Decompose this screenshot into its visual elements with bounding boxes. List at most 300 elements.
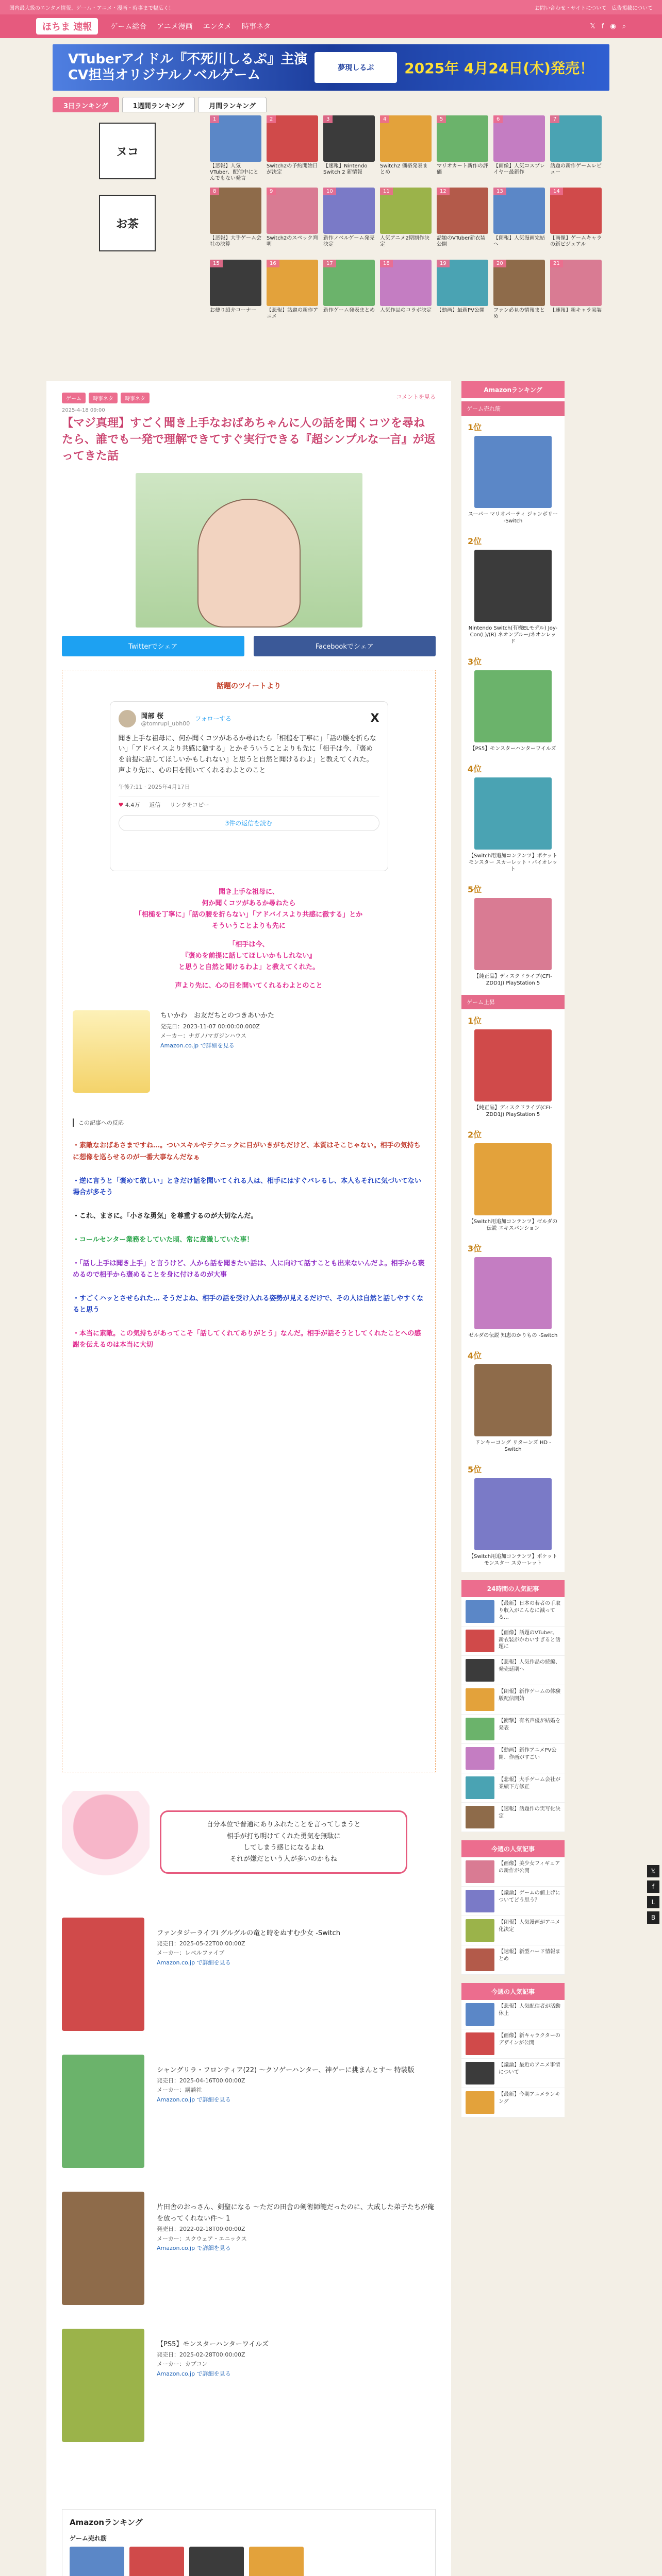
tweet-body: 聞き上手な祖母に、何か聞くコツがあるか尋ねたら「相槌を丁寧に」「話の腰を折らない」「アドバイスより共感に徹する」とかそういうことよりも先に「相手は今、『褒めを前提に話してほしいかもしれない』と思うと自然と聞けるわよ」と教えてくれた。声より先に、心の目を開いてくれるわよとのこと xyxy=(118,734,377,775)
sidebar-thumbnail[interactable] xyxy=(474,670,552,742)
rss-icon[interactable]: ◉ xyxy=(610,22,616,30)
tab-month[interactable]: 月間ランキング xyxy=(198,97,267,112)
amazon-item[interactable] xyxy=(249,2547,304,2576)
topbar-links[interactable]: お問い合わせ・サイトについて 広告掲載について xyxy=(535,5,653,11)
news-thumbnail[interactable] xyxy=(466,1659,494,1682)
sidebar-subheading: ゲーム上昇 xyxy=(461,995,565,1009)
ranking-caption[interactable]: Switch2のスペック判明 xyxy=(267,235,318,247)
ranking-number: 10 xyxy=(323,188,336,195)
sidebar-rank-item[interactable] xyxy=(461,1123,565,1237)
sidebar-thumbnail[interactable] xyxy=(474,436,552,508)
news-title[interactable]: 【議論】ゲームの値上げについてどう思う？ xyxy=(499,1890,560,1903)
news-thumbnail[interactable] xyxy=(466,1919,494,1942)
news-item[interactable] xyxy=(461,1685,565,1715)
ranking-item[interactable] xyxy=(210,188,261,255)
ranking-number: 8 xyxy=(210,188,219,195)
summary-line: 聞き上手な祖母に、 xyxy=(218,888,279,896)
sidebar-rank: 4位 xyxy=(468,1351,482,1361)
product-image[interactable] xyxy=(62,2055,144,2168)
sidebar-rank: 1位 xyxy=(468,422,482,432)
news-title[interactable]: 【議論】最近のアニメ事情について xyxy=(499,2062,560,2075)
news-item[interactable] xyxy=(461,2059,565,2088)
tweet-actions xyxy=(119,796,379,809)
news-title[interactable]: 【動画】新作アニメPV公開、作画がすごい xyxy=(499,1748,557,1760)
nav-game[interactable]: ゲーム総合 xyxy=(110,23,147,31)
ranking-item[interactable] xyxy=(380,188,432,255)
ranking-number: 11 xyxy=(380,188,393,195)
copy-link-button[interactable]: リンクをコピー xyxy=(170,801,209,808)
ranking-item[interactable] xyxy=(493,188,545,255)
banner-date: 2025年 4月24日(木)発売！ xyxy=(404,60,594,77)
summary-line: と思うと自然と聞けるわよ」と教えてくれた。 xyxy=(178,963,319,972)
ranking-caption[interactable]: ファン必見の情報まとめ xyxy=(493,308,545,319)
product-name[interactable]: シャングリラ・フロンティア(22) ～クソゲーハンター、神ゲーに挑まんとす～ 特装版 xyxy=(157,2066,415,2074)
news-item[interactable] xyxy=(461,1857,565,1887)
related-product xyxy=(62,2329,436,2442)
ranking-item[interactable] xyxy=(267,260,318,327)
news-title[interactable]: 【朗報】新作ゲームの体験版配信開始 xyxy=(499,1689,560,1702)
news-thumbnail[interactable] xyxy=(466,1948,494,1971)
ranking-caption[interactable]: お便り紹介コーナー xyxy=(210,308,256,313)
sidebar-rank-item[interactable] xyxy=(461,1344,565,1458)
amazon-thumbnail[interactable] xyxy=(129,2547,184,2576)
product-image[interactable] xyxy=(62,2329,144,2442)
news-title[interactable]: 【悲報】人気配信者が活動休止 xyxy=(499,2004,560,2016)
ranking-item[interactable] xyxy=(550,115,602,182)
reaction-item: ・本当に素敵。この気持ちがあってこそ「話してくれてありがとう」なんだ。相手が話そうとしてくれたことへの感謝を伝えるのは本当に大切 xyxy=(73,1330,421,1349)
ranking-caption[interactable]: 新作ゲーム発表まとめ xyxy=(323,308,375,313)
sidebar-thumbnail[interactable] xyxy=(474,1143,552,1215)
nav-jiji[interactable]: 時事ネタ xyxy=(242,23,271,31)
ranking-number: 4 xyxy=(380,115,389,123)
amazon-item[interactable] xyxy=(129,2547,184,2576)
ranking-item[interactable] xyxy=(493,115,545,182)
summary-line: 「相手は今、 xyxy=(228,941,269,949)
related-products xyxy=(62,1918,436,2442)
amazon-category: ゲーム売れ筋 xyxy=(70,2534,107,2542)
ranking-number: 2 xyxy=(267,115,276,123)
nav-entame[interactable]: エンタメ xyxy=(203,23,232,31)
sidebar-thumbnail[interactable] xyxy=(474,777,552,850)
topbar-left: 国内最大級のエンタメ情報、ゲーム・アニメ・漫画・時事まで幅広く！ xyxy=(9,5,174,11)
ranking-grid xyxy=(210,115,602,327)
eyecatch-image xyxy=(136,473,362,628)
product-link[interactable]: Amazon.co.jp で詳細を見る xyxy=(157,2245,231,2252)
sidebar-rank: 5位 xyxy=(468,885,482,894)
follow-button[interactable]: フォローする xyxy=(195,715,232,723)
sidebar-thumbnail[interactable] xyxy=(474,1257,552,1329)
product-maker: メーカー：講談社 xyxy=(157,2087,202,2094)
sidebar-item-name[interactable]: スーパー マリオパーティ ジャンボリー -Switch xyxy=(468,512,558,524)
sidebar-thumbnail[interactable] xyxy=(474,898,552,970)
read-replies-button[interactable]: 3件の返信を読む xyxy=(119,815,379,831)
reaction-item: ・逆に言うと「褒めて欲しい」ときだけ話を聞いてくれる人は、相手にはすぐバレるし、本人もそれに気づいてない場合が多そう xyxy=(73,1177,422,1196)
ranking-item[interactable] xyxy=(210,115,261,182)
ranking-number: 15 xyxy=(210,260,223,267)
news-list xyxy=(461,1597,565,1832)
related-product xyxy=(62,2192,436,2305)
ranking-item[interactable] xyxy=(380,260,432,327)
news-item[interactable] xyxy=(461,2088,565,2117)
product-info xyxy=(157,2055,415,2168)
ranking-caption[interactable]: マリオカート新作の評価 xyxy=(437,163,488,175)
ranking-caption[interactable]: 人気アニメ2期制作決定 xyxy=(380,235,429,247)
promo-banner[interactable] xyxy=(53,44,609,91)
sidebar-rank-item[interactable] xyxy=(461,878,565,992)
news-thumbnail[interactable] xyxy=(466,1806,494,1828)
tweet-author[interactable]: 岡部 桜 xyxy=(141,712,164,720)
product-name[interactable]: 【PS5】モンスターハンターワイルズ xyxy=(157,2340,269,2348)
reaction-item: ・すごくハッとさせられた… そうだよね、相手の話を受け入れる姿勢が見えるだけで、その人は自然と話しやすくなると思う xyxy=(73,1295,424,1314)
sidebar-thumbnail[interactable] xyxy=(474,1364,552,1436)
news-title[interactable]: 【悲報】人気作品の続編、発売延期へ xyxy=(499,1659,560,1672)
product-image[interactable] xyxy=(62,2192,144,2305)
news-item[interactable] xyxy=(461,1597,565,1626)
share-twitter-button[interactable]: Twitterでシェア xyxy=(62,636,244,656)
mascot-character xyxy=(62,1791,150,1894)
tweet-time[interactable]: 午後7:11 · 2025年4月17日 xyxy=(118,783,190,790)
news-item[interactable] xyxy=(461,1773,565,1803)
ranking-caption[interactable]: 【悲報】人気VTuber、配信中にとんでもない発言 xyxy=(210,163,259,181)
search-icon[interactable]: ⌕ xyxy=(622,22,626,30)
product-info xyxy=(157,2192,436,2305)
news-title[interactable]: 【最新】今期アニメランキング xyxy=(499,2092,560,2105)
sidebar-amazon xyxy=(461,381,565,1572)
sidebar xyxy=(461,381,565,2126)
ranking-item[interactable] xyxy=(210,260,261,327)
post-date: 2025-4-18 09:00 xyxy=(62,408,105,413)
product-date: 発売日：2025-04-16T00:00:00Z xyxy=(157,2077,245,2084)
related-product xyxy=(62,2055,436,2168)
summary-line: 『褒めを前提に話してほしいかもしれない』 xyxy=(181,952,316,960)
news-item[interactable] xyxy=(461,1715,565,1744)
news-title[interactable]: 【朗報】人気漫画がアニメ化決定 xyxy=(499,1920,560,1933)
sidebar-popular-month xyxy=(461,1983,565,2117)
product-link[interactable]: Amazon.co.jp で詳細を見る xyxy=(157,2370,231,2378)
avatar[interactable] xyxy=(119,710,136,727)
sidebar-popular-24h xyxy=(461,1580,565,1832)
line-icon[interactable]: L xyxy=(647,1896,659,1908)
amazon-thumbnail[interactable] xyxy=(70,2547,124,2576)
sidebar-thumbnail[interactable] xyxy=(474,1478,552,1550)
product-image[interactable] xyxy=(62,1918,144,2031)
sidebar-rank: 4位 xyxy=(468,764,482,774)
ranking-item[interactable] xyxy=(437,188,488,255)
news-thumbnail[interactable] xyxy=(466,1860,494,1883)
sidebar-rank-item[interactable] xyxy=(461,1458,565,1572)
ranking-number: 3 xyxy=(323,115,333,123)
product-date: 発売日：2025-02-28T00:00:00Z xyxy=(157,2351,245,2358)
banner-logo: 夢現しるぷ xyxy=(315,52,397,83)
summary-line: 「相槌を丁寧に」「話の腰を折らない」「アドバイスより共感に徹する」とか xyxy=(135,910,363,919)
ranking-caption[interactable]: 【悲報】話題の新作アニメ xyxy=(267,308,318,319)
share-buttons xyxy=(62,636,436,656)
reactions-heading: この記事への反応 xyxy=(73,1118,425,1127)
article-body xyxy=(62,670,436,1772)
top-info-bar xyxy=(0,0,662,14)
amazon-thumbnail[interactable] xyxy=(249,2547,304,2576)
product-link[interactable]: Amazon.co.jp で詳細を見る xyxy=(157,1959,231,1967)
news-item[interactable] xyxy=(461,2029,565,2059)
sidebar-rank-item[interactable] xyxy=(461,1009,565,1123)
sidebar-subheading: ゲーム売れ筋 xyxy=(461,401,565,416)
product-maker: メーカー：スクウェア・エニックス xyxy=(157,2235,247,2242)
product-maker: メーカー：ナガノ/マガジンハウス xyxy=(160,1032,246,1040)
sidebar-heading: 24時間の人気記事 xyxy=(461,1580,565,1597)
site-logo[interactable]: ほちま 速報 xyxy=(36,18,98,35)
news-title[interactable]: 【画像】新キャラクターのデザインが公開 xyxy=(499,2033,560,2046)
sidebar-thumbnail[interactable] xyxy=(474,550,552,622)
news-title[interactable]: 【速報】話題作の実写化決定 xyxy=(499,1806,560,1819)
ranking-caption[interactable]: 人気作品のコラボ決定 xyxy=(380,308,432,313)
reply-button[interactable]: 返信 xyxy=(149,801,161,808)
share-facebook-button[interactable]: Facebookでシェア xyxy=(254,636,436,656)
like-count: 4.4万 xyxy=(125,801,140,808)
ranking-number: 13 xyxy=(493,188,506,195)
news-item[interactable] xyxy=(461,1803,565,1832)
ranking-section xyxy=(53,97,609,339)
ranking-caption[interactable]: 【速報】新キャラ実装 xyxy=(550,308,602,313)
reaction-item: ・「話し上手は聞き上手」と言うけど、人から話を聞きたい話は、人に向けて話すことも出来ないんだよ。相手から褒めるので相手から褒めることを身に付けるのが大事 xyxy=(73,1259,425,1279)
product-name[interactable]: 片田舎のおっさん、剣聖になる ～ただの田舎の剣術師範だったのに、大成した弟子たちが俺を放ってくれない件～ 1 xyxy=(157,2203,434,2223)
product-link[interactable]: Amazon.co.jp で詳細を見る xyxy=(157,2096,231,2104)
ranking-item[interactable] xyxy=(437,260,488,327)
heart-icon: ♥ xyxy=(118,801,124,808)
amazon-heading: Amazonランキング xyxy=(70,2517,143,2527)
tweet-summary xyxy=(73,887,425,992)
tag-chip[interactable]: 時事ネタ xyxy=(89,393,118,403)
amazon-ranking-box xyxy=(62,2509,436,2576)
reaction-item: ・コールセンター業務をしていた頃、常に意識していた事！ xyxy=(73,1235,254,1244)
facebook-icon[interactable]: f xyxy=(601,22,604,30)
product-image[interactable] xyxy=(73,1010,150,1093)
ranking-item[interactable] xyxy=(323,115,375,182)
sidebar-item-name[interactable]: 【純正品】ディスクドライブ(CFI-ZDD1J) PlayStation 5 xyxy=(474,974,552,986)
ranking-caption[interactable]: 新作ノベルゲーム発売決定 xyxy=(323,235,375,247)
tag-chip[interactable]: 時事ネタ xyxy=(121,393,150,403)
tweet-handle: @tomrupi_ubh00 xyxy=(141,720,190,727)
news-item[interactable] xyxy=(461,1656,565,1685)
sidebar-rank-item[interactable] xyxy=(461,416,565,530)
ranking-item[interactable] xyxy=(437,115,488,182)
tweet-caption: 話題のツイートより xyxy=(216,682,282,690)
ranking-item[interactable] xyxy=(380,115,432,182)
social-icons xyxy=(590,23,626,30)
ranking-item[interactable] xyxy=(550,188,602,255)
ranking-number: 14 xyxy=(550,188,563,195)
site-header xyxy=(0,14,662,38)
tweet-header xyxy=(119,710,379,727)
sidebar-rank: 2位 xyxy=(468,1130,482,1140)
comments-link[interactable]: コメントを見る xyxy=(396,394,436,400)
ranking-tabs xyxy=(53,97,609,112)
product-info xyxy=(160,1010,274,1093)
product-info xyxy=(157,2329,269,2442)
news-title[interactable]: 【最新】日本の若者の手取り収入がこんなに減ってる… xyxy=(499,1601,560,1620)
news-thumbnail[interactable] xyxy=(466,2091,494,2114)
sidebar-rank: 3位 xyxy=(468,1244,482,1253)
news-thumbnail[interactable] xyxy=(466,1890,494,1912)
news-thumbnail[interactable] xyxy=(466,2032,494,2055)
product-date: 発売日：2025-05-22T00:00:00Z xyxy=(157,1940,245,1947)
news-list xyxy=(461,2000,565,2117)
ranking-caption[interactable]: 【速報】Nintendo Switch 2 新情報 xyxy=(323,163,368,175)
reactions-list xyxy=(73,1140,425,1351)
sidebar-thumbnail[interactable] xyxy=(474,1029,552,1101)
ranking-number: 18 xyxy=(380,260,393,267)
banner-line2: CV担当オリジナルノベルゲーム xyxy=(68,67,261,83)
news-item[interactable] xyxy=(461,1916,565,1945)
like-button[interactable] xyxy=(119,801,140,809)
amazon-thumbnail[interactable] xyxy=(189,2547,244,2576)
ranking-caption[interactable]: Switch2 価格発表まとめ xyxy=(380,163,428,175)
tag-chip[interactable]: ゲーム xyxy=(62,393,86,403)
tab-3day[interactable]: 3日ランキング xyxy=(53,97,119,112)
news-title[interactable]: 【衝撃】有名声優が結婚を発表 xyxy=(499,1718,560,1731)
news-thumbnail[interactable] xyxy=(466,2062,494,2084)
ranking-number: 19 xyxy=(437,260,450,267)
ranking-number: 6 xyxy=(493,115,503,123)
sidebar-item-name[interactable]: ゼルダの伝説 知恵のかりもの -Switch xyxy=(468,1333,558,1338)
hatena-icon[interactable]: B xyxy=(647,1911,659,1924)
ranking-number: 21 xyxy=(550,260,563,267)
summary-line: そういうことよりも先に xyxy=(211,922,286,930)
main-nav xyxy=(110,21,577,31)
sidebar-item-name[interactable]: 【Switch用追加コンテンツ】ポケットモンスター スカーレット・バイオレット xyxy=(468,853,558,872)
ranking-item[interactable] xyxy=(267,188,318,255)
amazon-row xyxy=(70,2547,428,2576)
ranking-caption[interactable]: 【画像】ゲームキャラの新ビジュアル xyxy=(550,235,602,247)
ranking-number: 12 xyxy=(437,188,450,195)
ranking-caption[interactable]: Switch2の予約開始日が決定 xyxy=(267,163,318,175)
ranking-side-image-1[interactable]: ヌコ xyxy=(99,123,156,179)
news-item[interactable] xyxy=(461,1945,565,1975)
sidebar-heading: 今週の人気記事 xyxy=(461,1983,565,2000)
ranking-number: 9 xyxy=(267,188,276,195)
ranking-number: 20 xyxy=(493,260,506,267)
product-name[interactable]: ファンタジーライフi グルグルの竜と時をぬすむ少女 -Switch xyxy=(157,1929,340,1937)
sidebar-item-name[interactable]: 【純正品】ディスクドライブ(CFI-ZDD1J) PlayStation 5 xyxy=(474,1105,552,1117)
speech-bubble: 自分本位で普通にありふれたことを言ってしまうと 相手が打ち明けてくれた勇気を無駄に してしまう感じになるよね それが嫌だという人が多いのかもね xyxy=(160,1810,407,1873)
news-item[interactable] xyxy=(461,2000,565,2029)
sidebar-rank: 1位 xyxy=(468,1016,482,1026)
grandmother-illustration xyxy=(197,499,301,628)
sidebar-rank-item[interactable] xyxy=(461,530,565,650)
summary-line: 声より先に、心の目を開いてくれるわよとのこと xyxy=(175,982,323,990)
nav-anime[interactable]: アニメ漫画 xyxy=(157,23,193,31)
sidebar-item-name[interactable]: 【Switch用追加コンテンツ】ポケットモンスター スカーレット xyxy=(468,1554,558,1566)
news-title[interactable]: 【画像】話題のVTuber、新衣装がかわいすぎると話題に xyxy=(499,1630,560,1650)
news-item[interactable] xyxy=(461,1887,565,1916)
x-logo-icon[interactable]: X xyxy=(370,712,379,725)
floating-share xyxy=(647,1865,659,1924)
news-thumbnail[interactable] xyxy=(466,1718,494,1740)
book-product xyxy=(73,1010,425,1093)
twitter-icon[interactable]: 𝕏 xyxy=(590,22,595,30)
news-item[interactable] xyxy=(461,1626,565,1656)
sidebar-item-name[interactable]: 【Switch用追加コンテンツ】ゼルダの伝説 エキスパンション xyxy=(468,1219,558,1231)
news-thumbnail[interactable] xyxy=(466,1776,494,1799)
product-info xyxy=(157,1918,340,2031)
sidebar-item-list xyxy=(461,416,565,992)
breadcrumb xyxy=(62,393,436,403)
amazon-link[interactable]: Amazon.co.jp で詳細を見る xyxy=(160,1042,235,1049)
sidebar-heading: 今週の人気記事 xyxy=(461,1840,565,1857)
ranking-item[interactable] xyxy=(323,260,375,327)
ranking-caption[interactable]: 【画像】人気コスプレイヤー最新作 xyxy=(493,163,545,175)
sidebar-rank: 5位 xyxy=(468,1465,482,1475)
banner-text xyxy=(68,52,307,83)
sidebar-item-list xyxy=(461,1009,565,1572)
sidebar-rank: 2位 xyxy=(468,536,482,546)
news-list xyxy=(461,1857,565,1975)
ranking-caption[interactable]: 話題の新作ゲームレビュー xyxy=(550,163,602,175)
article-main xyxy=(46,381,451,2576)
news-thumbnail[interactable] xyxy=(466,1600,494,1623)
twitter-icon[interactable]: 𝕏 xyxy=(647,1865,659,1877)
ranking-caption[interactable]: 【悲報】大手ゲーム会社の決算 xyxy=(210,235,261,247)
facebook-icon[interactable]: f xyxy=(647,1880,659,1893)
reaction-item: ・素敵なおばあさまですね…。ついスキルやテクニックに目がいきがちだけど、本質はそこじゃない。相手の気持ちに想像を巡らせるのが一番大事なんだなぁ xyxy=(73,1142,421,1161)
product-name[interactable]: ちいかわ お友だちとのつきあいかた xyxy=(160,1012,275,1020)
summary-line: 何か聞くコツがあるか尋ねたら xyxy=(202,899,296,907)
related-product xyxy=(62,1918,436,2031)
tab-week[interactable]: 1週間ランキング xyxy=(122,97,195,112)
amazon-item[interactable] xyxy=(70,2547,124,2576)
product-maker: メーカー：レベルファイブ xyxy=(157,1950,225,1957)
sidebar-item-name[interactable]: ドンキーコング リターンズ HD -Switch xyxy=(475,1440,551,1452)
ranking-caption[interactable]: 話題のVTuber新衣装公開 xyxy=(437,235,486,247)
ranking-number: 16 xyxy=(267,260,279,267)
news-thumbnail[interactable] xyxy=(466,1688,494,1711)
news-thumbnail[interactable] xyxy=(466,1630,494,1652)
banner-line1: VTuberアイドル『不死川しるぷ』主演 xyxy=(68,51,308,67)
product-maker: メーカー：カプコン xyxy=(157,2361,208,2368)
ranking-caption[interactable]: 【朗報】人気漫画完結へ xyxy=(493,235,545,247)
sidebar-rank-item[interactable] xyxy=(461,1237,565,1344)
news-title[interactable]: 【速報】新型ハード情報まとめ xyxy=(499,1949,560,1962)
embedded-tweet xyxy=(110,701,388,871)
sidebar-heading: Amazonランキング xyxy=(461,381,565,398)
ranking-number: 7 xyxy=(550,115,559,123)
product-date: 発売日：2023-11-07 00:00:00.000Z xyxy=(160,1023,260,1030)
reaction-item: ・これ、まさに。「小さな勇気」を尊重するのが大切なんだ。 xyxy=(73,1212,258,1220)
news-thumbnail[interactable] xyxy=(466,2003,494,2026)
sidebar-rank-item[interactable] xyxy=(461,757,565,878)
page-title: 【マジ真理】すごく聞き上手なおばあちゃんに人の話を聞くコツを尋ねたら、誰でも一発で理解できてすぐ実行できる『超シンプルな一言』が返ってきた話 xyxy=(62,417,436,463)
ranking-item[interactable] xyxy=(493,260,545,327)
ranking-item[interactable] xyxy=(550,260,602,327)
sidebar-rank: 3位 xyxy=(468,657,482,667)
news-title[interactable]: 【悲報】大手ゲーム会社が業績下方修正 xyxy=(499,1777,560,1790)
ranking-number: 5 xyxy=(437,115,446,123)
ranking-item[interactable] xyxy=(323,188,375,255)
amazon-item[interactable] xyxy=(189,2547,244,2576)
sidebar-rank-item[interactable] xyxy=(461,650,565,757)
sidebar-item-name[interactable]: 【PS5】モンスターハンターワイルズ xyxy=(470,746,556,752)
ranking-side-image-2[interactable]: お茶 xyxy=(99,195,156,251)
sidebar-item-name[interactable]: Nintendo Switch(有機ELモデル) Joy-Con(L)/(R) ネオンブルー/ネオンレッド xyxy=(468,625,558,645)
ranking-item[interactable] xyxy=(267,115,318,182)
news-title[interactable]: 【画像】美少女フィギュアの新作が公開 xyxy=(499,1861,560,1874)
ranking-caption[interactable]: 【動画】最新PV公開 xyxy=(437,308,485,313)
news-thumbnail[interactable] xyxy=(466,1747,494,1770)
ranking-number: 1 xyxy=(210,115,219,123)
product-date: 発売日：2022-02-18T00:00:00Z xyxy=(157,2225,245,2232)
comment-bubble-area xyxy=(62,1791,436,1894)
ranking-number: 17 xyxy=(323,260,336,267)
news-item[interactable] xyxy=(461,1744,565,1773)
